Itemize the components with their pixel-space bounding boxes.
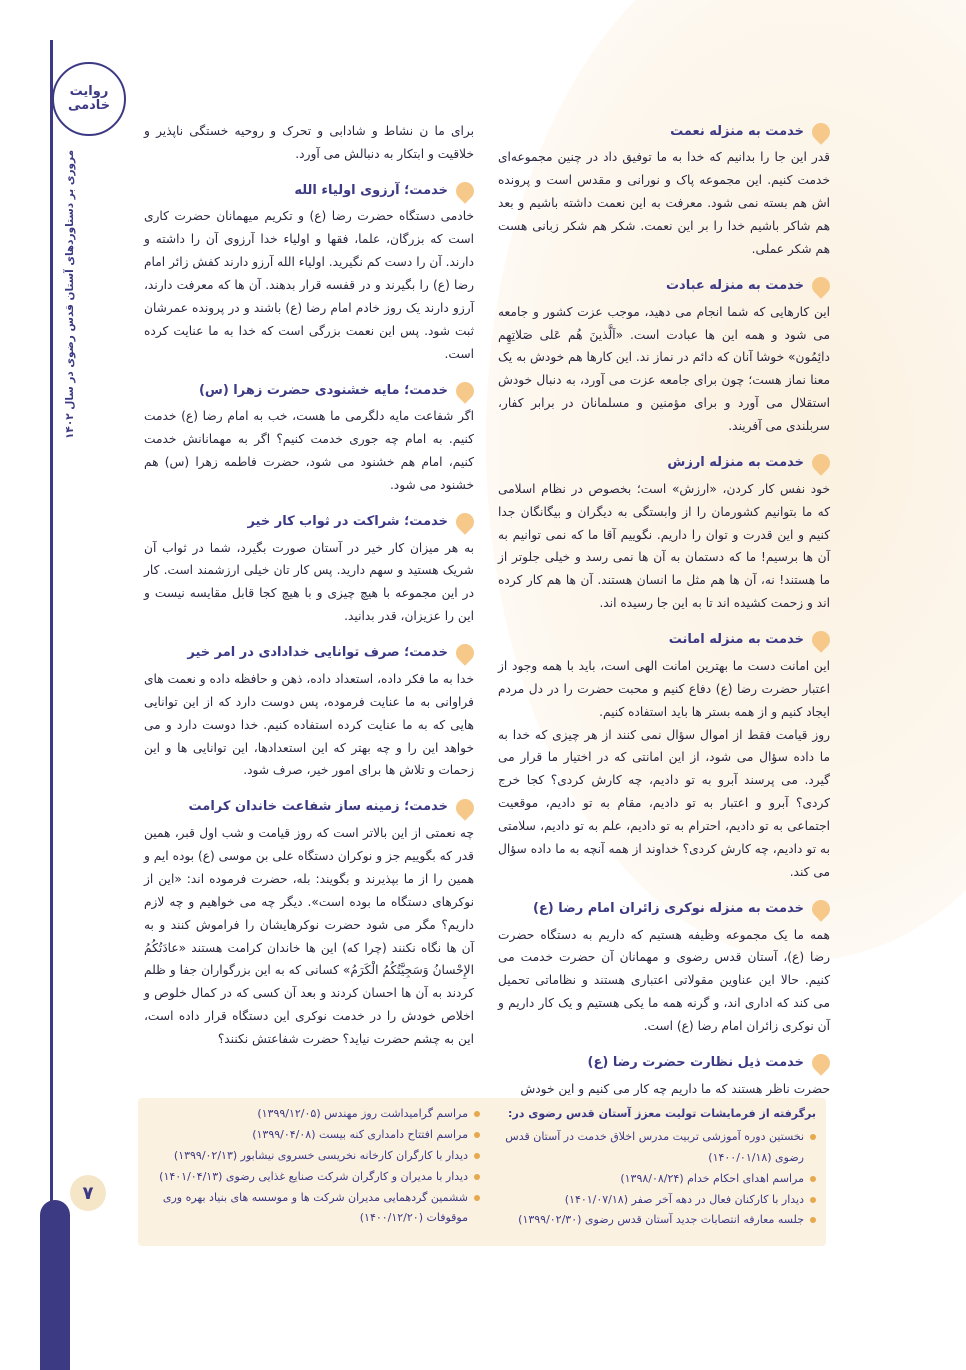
section-heading bbox=[498, 1051, 830, 1075]
drop-bullet-icon bbox=[808, 897, 833, 922]
drop-bullet-icon bbox=[452, 378, 477, 403]
source-item bbox=[486, 1127, 816, 1169]
section bbox=[144, 641, 474, 782]
section bbox=[144, 379, 474, 497]
magazine-logo bbox=[52, 62, 126, 136]
drop-bullet-icon bbox=[452, 795, 477, 820]
paragraph: به هر میزان کار خیر در آستان صورت بگیرد، شما در ثواب آن شریک هستید و سهم دارید. پس کار تان خیلی ارزشمند است. کار در این مجموعه با هیچ چیزی و با هیچ کجا قابل مقایسه نیست و این را عزیزان، قدر بدانید. bbox=[144, 540, 474, 624]
drop-bullet-icon bbox=[808, 451, 833, 476]
heading-text: خدمت؛ زمینه ساز شفاعت خاندان کرامت bbox=[188, 799, 448, 815]
heading-text: خدمت به منزله نوکری زائران امام رضا (ع) bbox=[532, 901, 804, 917]
drop-bullet-icon bbox=[808, 1051, 833, 1076]
section bbox=[144, 120, 474, 166]
drop-bullet-icon bbox=[452, 178, 477, 203]
section-heading bbox=[144, 641, 474, 665]
page-number: ۷ bbox=[70, 1175, 106, 1211]
right-column bbox=[498, 120, 830, 1114]
sources-right-list bbox=[486, 1104, 816, 1231]
paragraph: روز قیامت فقط از اموال سؤال نمی کنند از هر چیزی که خدا به ما داده سؤال می شود، از این امانتی که در اختیار ما قرار می گیرد. می پرسند آبرو به تو دادیم، چه کارش کردی؟ کجا خرج کردی؟ آبرو و اعتبار به تو دادیم، مقام به تو دادیم، موقعیت اجتماعی به تو دادیم، احترام به تو دادیم، علم به تو دادیم، سلامتی به تو دادیم، چه کارش کردی؟ خداوند از همه آنچه به ما داده سؤال می کند. bbox=[498, 727, 830, 880]
source-item bbox=[486, 1190, 816, 1211]
section-heading bbox=[498, 120, 830, 144]
source-text: ششمین گردهمایی مدیران شرکت ها و موسسه های بنیاد بهره وری موقوفات (۱۴۰۰/۱۲/۲۰) bbox=[162, 1190, 468, 1225]
section-heading bbox=[498, 451, 830, 475]
source-item bbox=[486, 1169, 816, 1190]
bullet-dot-icon bbox=[474, 1153, 480, 1159]
bullet-dot-icon bbox=[474, 1195, 480, 1201]
paragraph: چه نعمتی از این بالاتر است که روز قیامت و شب اول قبر، همین قدر که بگوییم جز و نوکران دستگاه علی بن موسی (ع) بوده ایم و همین را از ما بپذیرند و بگویند: بله، حضرت فرموده اند: «این از نوکرهای دستگاه ما بوده است». دیگر چه می خواهیم و چه لازم داریم؟ مگر می شود حضرت نوکرهایشان را فراموش کنند و به آن ها نگاه نکنند (چرا که) این ها خاندان کرامت هستند «عادَتُکُمُ الإِحْسانُ وَسَجِيَّتُكُمُ الْكَرَمُ» کسانی که به این بزرگواران جفا و ظلم کردند به آن ها احسان کردند و بعد آن کسی که در کمال خلوص و اخلاص خودش را در خدمت نوکری این دستگاه قرار داده است، این به چشم حضرت نیاید؟ حضرت شفاعتش نکنند؟ bbox=[144, 825, 474, 1047]
drop-bullet-icon bbox=[452, 510, 477, 535]
paragraph: برای ما ن نشاط و شادابی و تحرک و روحیه خستگی ناپذیر و خلاقیت و ابتکار به دنبالش می آورد. bbox=[144, 124, 474, 161]
paragraph: این کارهایی که شما انجام می دهید، موجب عزت کشور و جامعه می شود و همه این ها عبادت است. «اَلَّذینَ هُم عَلی صَلاتِهِم دائِمُون» خوشا آنان که دائم در نماز ند. این کارها هم خودش به یک معنا نماز هست؛ چون برای جامعه عزت می آورد، به دنبال خودش استقلال می آورد و برای مؤمنین و مسلمانان در برابر کفار، سربلندی می آفریند. bbox=[498, 304, 830, 434]
bullet-dot-icon bbox=[810, 1217, 816, 1223]
section bbox=[498, 628, 830, 884]
source-item bbox=[150, 1167, 480, 1188]
source-text: دیدار با کارکنان فعال در دهه آخر صفر (۱۴۰۱/۰۷/۱۸) bbox=[564, 1192, 804, 1206]
side-decoration bbox=[40, 1200, 70, 1370]
source-text: دیدار با کارگران کارخانه نخریسی خسروی نیشابور (۱۳۹۹/۰۲/۱۳) bbox=[173, 1148, 468, 1162]
paragraph: اگر شفاعت مایه دلگرمی ما هست، خب به امام رضا (ع) خدمت کنیم. به امام چه جوری خدمت کنیم؟ اگر به مهمانانش خدمت کنیم، امام هم خشنود می شود، حضرت فاطمه زهرا (س) هم خشنود می شود. bbox=[144, 409, 474, 493]
paragraph: خدا به ما فکر داده، استعداد داده، ذهن و حافظه داده و نعمت های فراوانی به ما عنایت فرموده، پس دوست دارد که از این توانایی هایی که به ما عنایت کرده استفاده کنیم. خدا دوست دارد و می خواهد این را و چه بهتر که این استعدادها، این توانایی ها و این زحمات و تلاش ها برای امور خیر، صرف شود. bbox=[144, 671, 474, 778]
drop-bullet-icon bbox=[808, 628, 833, 653]
section bbox=[498, 274, 830, 438]
paragraph: خود نفس کار کردن، «ارزش» است؛ بخصوص در نظام اسلامی که ما بتوانیم کشورمان را از وابستگی به دیگران و بیگانگان جدا کنیم و این قدرت و توان را داریم. نگوییم آقا ما که نمی توانیم به آن ها برسیم! ما که دستمان به آن ها نمی رسد و خیلی جلوتر از ما هستند! نه، آن ها هم مثل ما انسان هستند. آن ها هم کار کرده اند و زحمت کشیده اند تا به این جا رسیده اند. bbox=[498, 481, 830, 611]
drop-bullet-icon bbox=[808, 274, 833, 299]
section bbox=[144, 510, 474, 628]
paragraph: قدر این جا را بدانیم که خدا به ما توفیق داد در چنین مجموعه‌ای خدمت کنیم. این مجموعه پاک و نورانی و مقدس است و پرونده اش هم بسته نمی شود. معرفت به این نعمت داشته باشیم و بعد هم شاکر باشیم خدا را بر این نعمت. شکر هم شکر زبانی هست هم شکر عملی. bbox=[498, 150, 830, 257]
section-heading bbox=[144, 179, 474, 203]
side-line bbox=[50, 40, 53, 1210]
drop-bullet-icon bbox=[808, 119, 833, 144]
paragraph: همه ما یک مجموعه وظیفه هستیم که داریم به دستگاه حضرت رضا (ع)، آستان قدس رضوی و مهمانان آن حضرت خدمت می کنیم. حالا این عناوین مقولاتی اعتباری هستند و نظاماتی تحمیل می کند که اداری اند، و گرنه همه ما یکی هستیم و یک کار داریم و آن نوکری زائران امام رضا (ع) است. bbox=[498, 927, 830, 1034]
section bbox=[144, 795, 474, 1051]
logo-text: روایت خادمی bbox=[67, 83, 111, 113]
heading-text: خدمت به منزله نعمت bbox=[670, 124, 804, 139]
section-heading bbox=[144, 795, 474, 819]
heading-text: خدمت به منزله ارزش bbox=[667, 455, 804, 471]
heading-text: خدمت ذیل نظارت حضرت رضا (ع) bbox=[587, 1055, 804, 1071]
source-item bbox=[486, 1210, 816, 1231]
source-text: مراسم گرامیداشت روز مهندس (۱۳۹۹/۱۲/۰۵) bbox=[257, 1107, 468, 1120]
section bbox=[498, 451, 830, 615]
bullet-dot-icon bbox=[810, 1176, 816, 1182]
drop-bullet-icon bbox=[452, 641, 477, 666]
section-heading bbox=[144, 379, 474, 403]
heading-text: خدمت؛ آرزوی اولیاء الله bbox=[294, 182, 448, 198]
source-text: جلسه معارفه انتصابات جدید آستان قدس رضوی (۱۳۹۹/۰۲/۳۰) bbox=[518, 1213, 804, 1227]
section bbox=[144, 179, 474, 366]
paragraph: حضرت ناظر هستند که ما داریم چه کار می کنیم و این خودش bbox=[520, 1081, 830, 1096]
source-item bbox=[150, 1104, 480, 1125]
bullet-dot-icon bbox=[474, 1111, 480, 1117]
heading-text: خدمت به منزله امانت bbox=[668, 632, 804, 648]
section-heading bbox=[498, 897, 830, 921]
section bbox=[498, 120, 830, 261]
source-item bbox=[150, 1188, 480, 1230]
section-heading bbox=[498, 628, 830, 652]
paragraph: این امانت دست ما بهترین امانت الهی است، باید با همه وجود از اعتبار حضرت رضا (ع) دفاع کنیم و محبت حضرت را در دل مردم ایجاد کنیم و از همه بستر ها باید استفاده کنیم. bbox=[498, 658, 830, 719]
source-item bbox=[150, 1125, 480, 1146]
vertical-caption: مروری بر دستاوردهای آستان قدس رضوی در سال ۱۴۰۲ bbox=[64, 150, 76, 440]
source-text: نخستین دوره آموزشی تربیت مدرس اخلاق خدمت در آستان قدس رضوی (۱۴۰۰/۰۱/۱۸) bbox=[505, 1129, 804, 1164]
bullet-dot-icon bbox=[810, 1134, 816, 1140]
section-heading bbox=[498, 274, 830, 298]
sources-box bbox=[138, 1098, 826, 1246]
heading-text: خدمت؛ صرف توانایی خدادادی در امر خیر bbox=[187, 645, 448, 661]
heading-text: خدمت؛ شراکت در ثواب کار خیر bbox=[247, 514, 448, 530]
section bbox=[498, 1051, 830, 1100]
heading-text: خدمت به منزله عبادت bbox=[665, 278, 804, 294]
left-column bbox=[144, 120, 474, 1064]
source-text: مراسم افتتاح دامداری کنه بیست (۱۳۹۹/۰۴/۰۸) bbox=[252, 1127, 468, 1141]
bullet-dot-icon bbox=[810, 1197, 816, 1203]
sources-left-list bbox=[150, 1104, 480, 1229]
source-text: دیدار با مدیران و کارگران شرکت صنایع غذایی رضوی (۱۴۰۱/۰۴/۱۳) bbox=[159, 1169, 468, 1183]
section-heading bbox=[144, 510, 474, 534]
section bbox=[498, 897, 830, 1038]
bullet-dot-icon bbox=[474, 1174, 480, 1180]
source-item bbox=[150, 1146, 480, 1167]
bullet-dot-icon bbox=[474, 1132, 480, 1138]
sources-title: برگرفته از فرمایشات تولیت معزز آستان قدس رضوی در: bbox=[508, 1107, 816, 1120]
heading-text: خدمت؛ مایه خشنودی حضرت زهرا (س) bbox=[198, 382, 448, 398]
source-text: مراسم اهدای احکام خدام (۱۳۹۸/۰۸/۲۴) bbox=[620, 1171, 804, 1185]
paragraph: خادمی دستگاه حضرت رضا (ع) و تکریم میهمانان حضرت کاری است که بزرگان، علما، فقها و اولیاء خدا آرزوی آن را داشته و دارند. آن را دست کم نگیرید. اولیاء الله آرزو دارند کفش زائر امام رضا (ع) را بگیرند و در قفسه قرار بدهند. آن ها که معرفت دارند، آرزو دارند یک روز خادم امام رضا (ع) باشند و در پرونده عمرشان ثبت شود. پس این نعمت بزرگی است که خدا به ما عنایت کرده است. bbox=[144, 209, 474, 361]
